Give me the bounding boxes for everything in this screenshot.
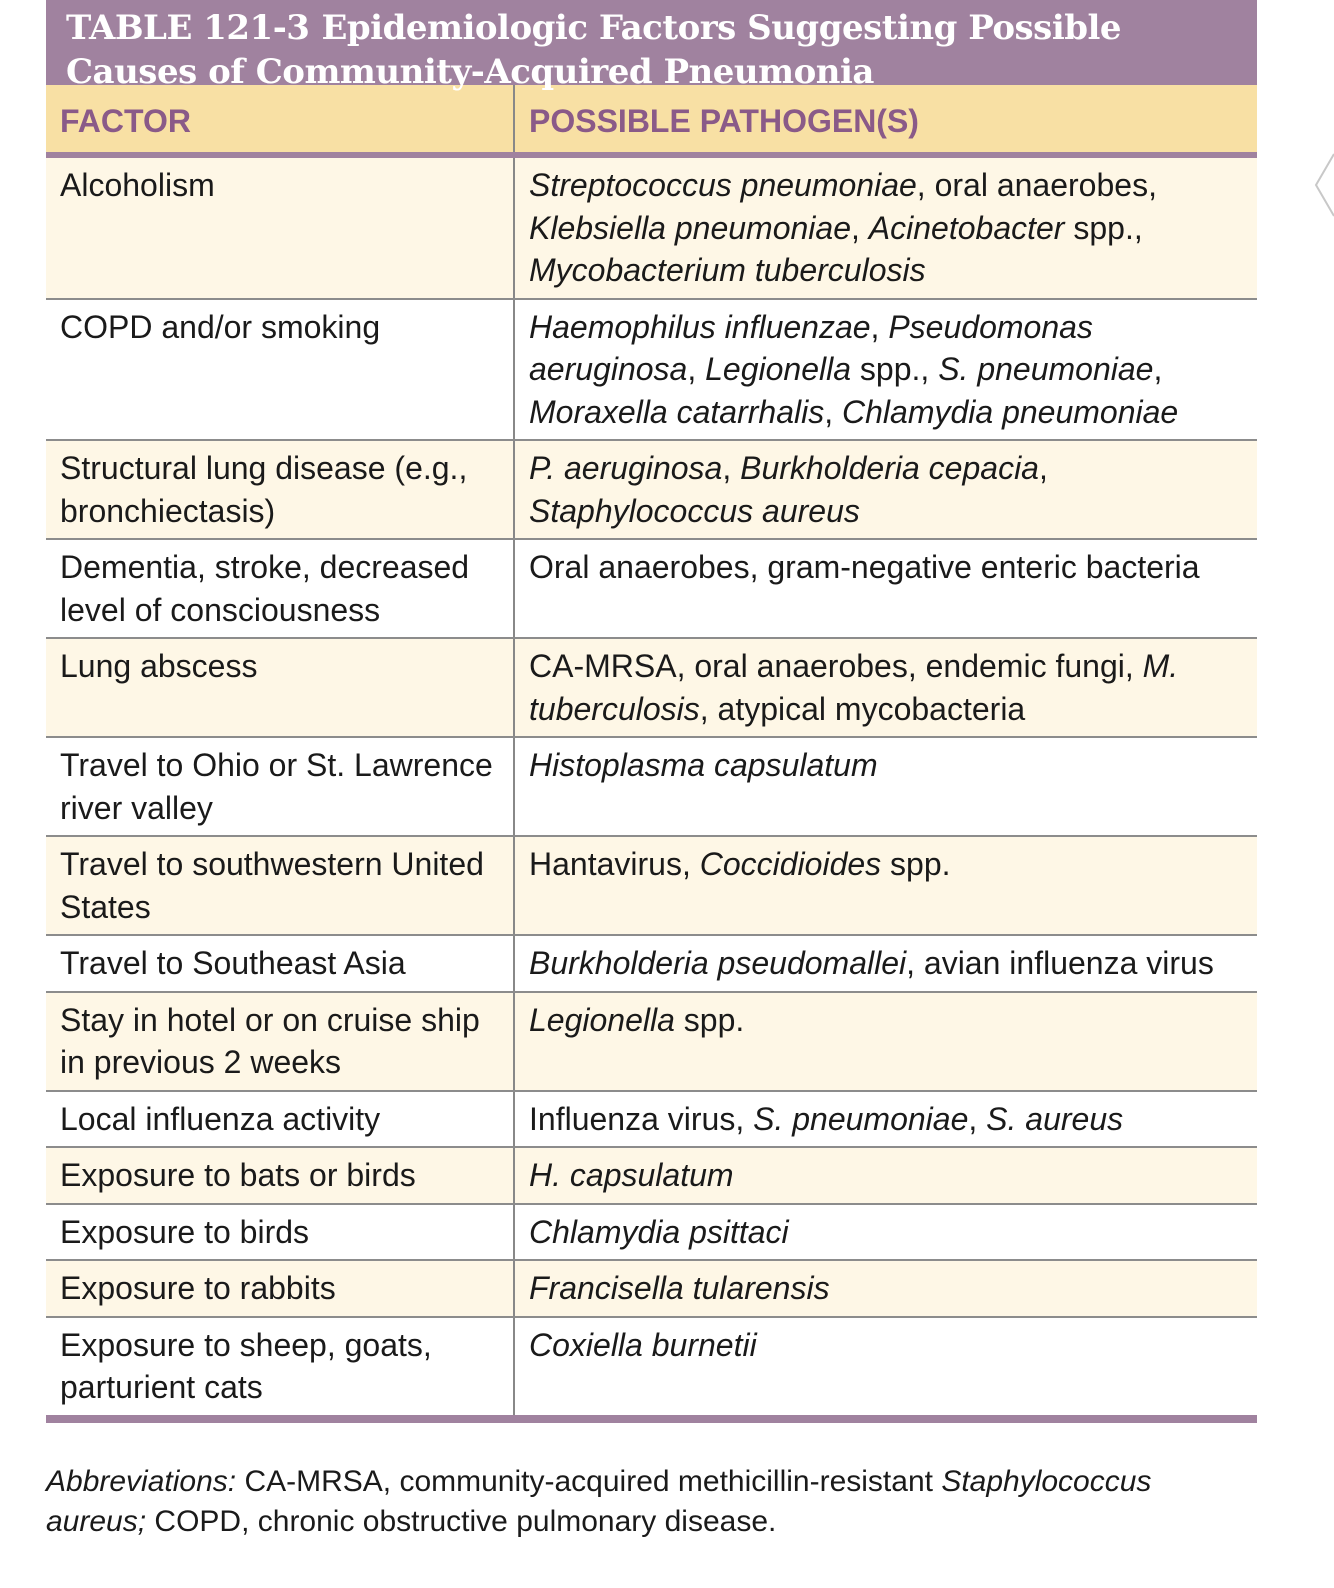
pathogen-text-run: spp., [851,351,939,387]
table-row [46,935,1257,992]
pathogen-cell [514,440,1257,539]
pathogen-cell [514,638,1257,737]
table-row [46,836,1257,935]
pathogen-cell [514,1317,1257,1419]
factor-cell: COPD and/or smoking [46,299,514,441]
footnote-text-run: COPD, chronic obstructive pulmonary disease. [146,1505,777,1538]
column-header-factor: FACTOR [46,85,514,155]
factor-cell: Travel to southwestern United States [46,836,514,935]
pathogen-italic-run: S. pneumoniae [938,351,1154,387]
table-row [46,1317,1257,1419]
factor-cell: Exposure to sheep, goats, parturient cats [46,1317,514,1419]
pathogen-text-run: Oral anaerobes, gram-negative enteric bacteria [529,549,1200,585]
pathogen-italic-run: Moraxella catarrhalis [529,393,825,430]
table-row [46,1147,1257,1204]
pathogen-text-run: spp. [674,1001,745,1038]
table-row [46,299,1257,441]
factor-cell: Exposure to rabbits [46,1260,514,1317]
pathogen-italic-run: Burkholderia pseudomallei [529,945,907,981]
pathogen-italic-run: Legionella [705,351,852,387]
pathogen-italic-run: Chlamydia pneumoniae [842,393,1179,430]
pathogen-italic-run: Francisella tularensis [529,1270,830,1306]
pathogen-cell [514,1147,1257,1204]
pathogen-cell [514,1204,1257,1261]
factor-cell: Local influenza activity [46,1091,514,1148]
factor-cell: Stay in hotel or on cruise ship in previous 2 weeks [46,992,514,1091]
pathogen-text-run: , [687,351,706,387]
pathogen-italic-run: Streptococcus pneumoniae [529,167,917,203]
pathogen-italic-run: Haemophilus influenzae [529,308,871,345]
factor-cell: Exposure to birds [46,1204,514,1261]
pathogen-italic-run: Pseudomonas aeruginosa [529,308,1093,387]
pathogen-cell [514,935,1257,992]
table-title [46,0,1257,92]
pathogen-cell [514,539,1257,638]
factor-cell: Lung abscess [46,638,514,737]
table-row [46,1204,1257,1261]
pathogen-text-run: , [870,308,889,345]
pathogen-text-run: spp. [881,846,951,882]
table-row [46,155,1257,299]
header-row [46,85,1257,155]
table-title-text: Epidemiologic Factors Suggesting Possible Causes of Community-Acquired Pneumonia [66,8,1122,92]
footnote-italic-run: Staphylococcus aureus; [46,1465,1152,1538]
factor-cell: Alcoholism [46,155,514,299]
pathogen-italic-run: Acinetobacter [868,209,1065,246]
pathogen-italic-run: Burkholderia cepacia [740,450,1039,486]
pathogen-italic-run: Chlamydia psittaci [529,1213,789,1250]
pathogen-text-run: Hantavirus, [529,846,700,882]
table-row [46,440,1257,539]
pathogen-text-run: , [1153,351,1163,387]
pathogen-text-run: Influenza virus, [529,1100,754,1137]
factor-cell: Travel to Ohio or St. Lawrence river valley [46,737,514,836]
factors-table [46,85,1257,1423]
pathogen-cell [514,992,1257,1091]
pathogen-italic-run: Histoplasma capsulatum [529,747,878,783]
pathogen-text-run: , [968,1100,987,1137]
pathogen-italic-run: Klebsiella pneumoniae [529,209,851,246]
column-header-pathogens: POSSIBLE PATHOGEN(S) [514,85,1257,155]
pathogen-text-run: , [824,393,842,430]
factor-cell: Exposure to bats or birds [46,1147,514,1204]
pathogen-cell [514,1091,1257,1148]
abbreviations-footnote [46,1462,1246,1542]
pathogen-text-run: , [722,450,741,486]
pathogen-text-run: , atypical mycobacteria [699,690,1026,727]
pathogen-italic-run: S. aureus [986,1100,1124,1137]
factor-cell: Dementia, stroke, decreased level of consciousness [46,539,514,638]
footnote-italic-run: Abbreviations: [46,1465,237,1498]
chevron-left-icon[interactable] [1312,150,1334,220]
table-container [46,0,1257,1423]
pathogen-italic-run: H. capsulatum [529,1157,734,1193]
pathogen-text-run: spp., [1064,209,1143,246]
pathogen-italic-run: Legionella [529,1001,675,1038]
table-row [46,539,1257,638]
pathogen-cell [514,1260,1257,1317]
pathogen-cell [514,155,1257,299]
table-row [46,638,1257,737]
pathogen-text-run: , oral anaerobes, [916,167,1157,203]
table-row [46,1091,1257,1148]
factor-cell: Travel to Southeast Asia [46,935,514,992]
pathogen-italic-run: Coxiella burnetii [529,1326,757,1363]
factor-cell: Structural lung disease (e.g., bronchiectasis) [46,440,514,539]
pathogen-italic-run: P. aeruginosa [529,450,723,486]
pathogen-italic-run: S. pneumoniae [753,1100,969,1137]
pathogen-italic-run: Mycobacterium tuberculosis [529,252,926,288]
table-row [46,737,1257,836]
pathogen-italic-run: Coccidioides [699,846,882,882]
pathogen-text-run: , avian influenza virus [906,945,1214,981]
pathogen-cell [514,836,1257,935]
footnote-text-run: CA-MRSA, community-acquired methicillin-resistant [236,1465,942,1498]
pathogen-italic-run: M. tuberculosis [529,648,1179,727]
pathogen-text-run: , [1038,450,1048,486]
table-number: TABLE 121-3 [66,8,310,48]
pathogen-cell [514,737,1257,836]
pathogen-italic-run: Staphylococcus aureus [529,492,860,529]
pathogen-text-run: CA-MRSA, oral anaerobes, endemic fungi, [529,648,1143,684]
table-row [46,1260,1257,1317]
pathogen-text-run: , [851,209,869,246]
table-row [46,992,1257,1091]
pathogen-cell [514,299,1257,441]
